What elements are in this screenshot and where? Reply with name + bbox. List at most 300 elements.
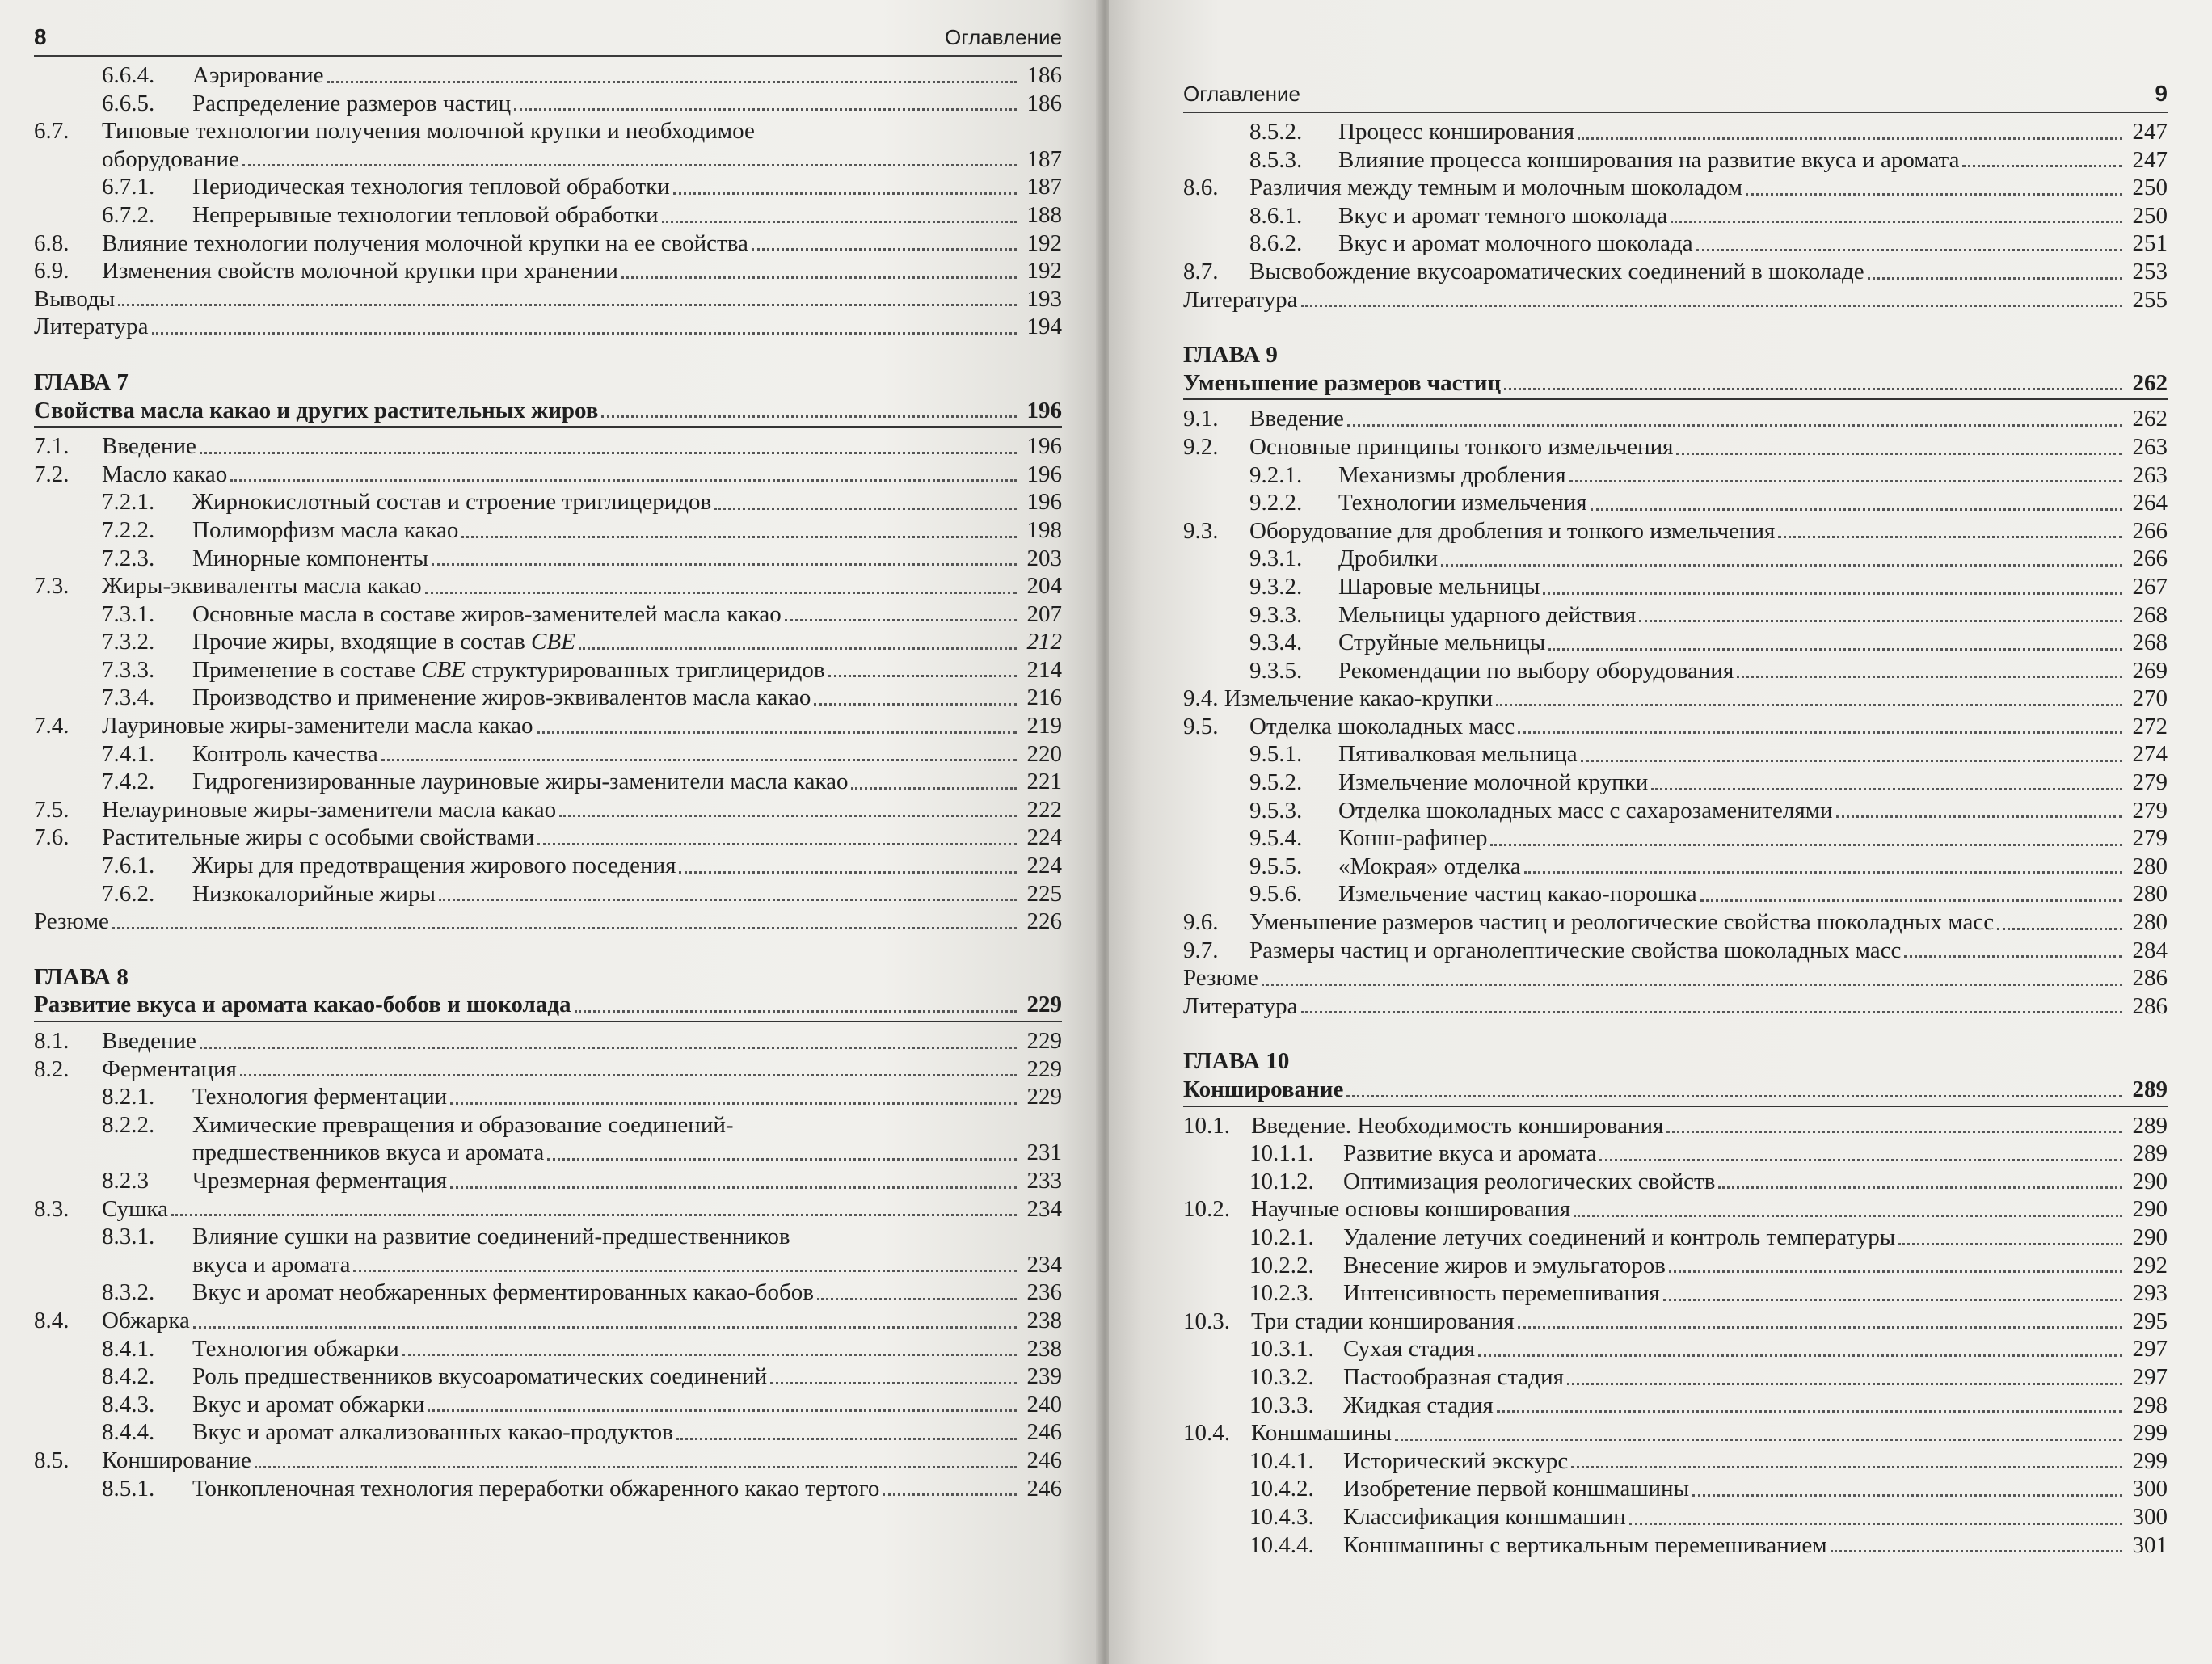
dot-leader [461, 536, 1017, 538]
toc-entry [34, 908, 1062, 936]
left-page-header [34, 24, 1062, 57]
toc-page-number: 194 [1026, 314, 1062, 340]
toc-section-number: 8.4.3. [102, 1391, 155, 1418]
dot-leader [1962, 165, 2122, 167]
toc-section-number: 9.3.1. [1249, 546, 1303, 572]
dot-leader [1651, 788, 2122, 790]
toc-entry-title: Конширование [102, 1447, 251, 1473]
dot-leader [537, 731, 1017, 734]
left-header-title: Оглавление [945, 25, 1062, 49]
toc-entry [1183, 1112, 2168, 1140]
toc-entry [34, 600, 1062, 629]
toc-entry-title: Масло какао [102, 461, 228, 487]
toc-page-number: 299 [2132, 1420, 2168, 1447]
dot-leader [579, 647, 1017, 650]
dot-leader [817, 1298, 1017, 1300]
toc-section-number: 8.1. [34, 1028, 70, 1054]
chapter-label: ГЛАВА 9 [1183, 342, 1278, 369]
toc-entry [34, 628, 1062, 656]
toc-entry [34, 1391, 1062, 1419]
toc-section-number: 9.7. [1183, 937, 1219, 963]
toc-page-number: 263 [2132, 461, 2168, 488]
dot-leader [1778, 536, 2122, 538]
dot-leader [1301, 305, 2122, 307]
toc-entry [34, 1083, 1062, 1111]
toc-entry-title: Литература [34, 314, 149, 340]
toc-entry-title: Влияние сушки на развитие соединений-предшественников [192, 1224, 790, 1250]
dot-leader [1578, 137, 2122, 140]
toc-section-number: 7.3.1. [102, 600, 155, 627]
dot-leader [432, 563, 1017, 566]
toc-section-number: 8.5. [34, 1447, 70, 1473]
toc-page-number: 216 [1026, 685, 1062, 711]
toc-entry [1183, 1475, 2168, 1503]
toc-section-number: 9.3.2. [1249, 573, 1303, 600]
toc-entry-title: Распределение размеров частиц [192, 90, 512, 116]
toc-entry [34, 461, 1062, 489]
toc-entry [1183, 1503, 2168, 1531]
toc-page-number: 186 [1026, 90, 1062, 116]
toc-page-number: 247 [2132, 119, 2168, 145]
toc-entry [1183, 601, 2168, 630]
dot-leader [883, 1493, 1017, 1496]
toc-entry-title: Полиморфизм масла какао [192, 516, 459, 543]
dot-leader [1490, 844, 2122, 846]
toc-section-number: 7.2.1. [102, 489, 155, 516]
toc-entry-title: Отделка шоколадных масс с сахарозаменителями [1338, 797, 1833, 824]
toc-entry-title: Чрезмерная ферментация [192, 1167, 448, 1194]
dot-leader [240, 1074, 1017, 1076]
dot-leader [1836, 815, 2122, 818]
toc-section-number: 8.5.2. [1249, 119, 1303, 145]
toc-entry [1183, 769, 2168, 797]
toc-page-number: 196 [1026, 461, 1062, 487]
dot-leader [514, 108, 1017, 111]
toc-entry-title: Вкус и аромат обжарки [192, 1391, 425, 1418]
toc-entry-continuation [34, 145, 1062, 174]
dot-leader [1868, 277, 2122, 280]
toc-entry [34, 61, 1062, 90]
toc-page-number: 264 [2132, 490, 2168, 516]
toc-entry [1183, 405, 2168, 433]
dot-leader [676, 1438, 1017, 1440]
toc-entry [1183, 657, 2168, 685]
chapter-title: Свойства масла какао и других растительных жиров [34, 397, 599, 423]
toc-page-number: 279 [2132, 825, 2168, 852]
toc-entry-title: Внесение жиров и эмульгаторов [1343, 1252, 1666, 1279]
toc-page-number: 229 [1026, 1055, 1062, 1082]
toc-entry [1183, 1419, 2168, 1447]
toc-entry [34, 1055, 1062, 1084]
toc-page-number: 196 [1026, 397, 1062, 423]
toc-page-number: 236 [1026, 1279, 1062, 1306]
dot-leader [327, 81, 1017, 83]
toc-entry-title: Сухая стадия [1343, 1336, 1476, 1363]
toc-page-number: 301 [2132, 1531, 2168, 1558]
toc-section-number: 8.7. [1183, 258, 1219, 284]
toc-entry-title: Изменения свойств молочной крупки при хранении [102, 258, 618, 284]
toc-page-number: 300 [2132, 1476, 2168, 1502]
toc-page-number: 289 [2132, 1076, 2168, 1102]
toc-entry [34, 656, 1062, 685]
toc-entry-title: Пастообразная стадия [1343, 1363, 1564, 1390]
dot-leader [450, 1102, 1017, 1105]
toc-entry [1183, 517, 2168, 546]
toc-page-number: 225 [1026, 880, 1062, 907]
dot-leader [1496, 704, 2122, 706]
toc-entry [34, 796, 1062, 824]
toc-entry [34, 880, 1062, 908]
toc-entry [34, 90, 1062, 118]
toc-entry-title: Типовые технологии получения молочной крупки и необходимое [102, 118, 755, 145]
toc-entry-title: Жирнокислотный состав и строение триглицеридов [192, 489, 712, 516]
dot-leader [171, 1214, 1017, 1216]
toc-entry [34, 1027, 1062, 1055]
toc-page-number: 279 [2132, 797, 2168, 824]
toc-section-number: 9.1. [1183, 406, 1219, 432]
toc-section-number: 10.3.3. [1249, 1392, 1314, 1418]
dot-leader [200, 1047, 1017, 1049]
dot-leader [601, 415, 1017, 418]
toc-section-number: 8.5.1. [102, 1475, 155, 1502]
toc-entry-continuation-text: вкуса и аромата [192, 1251, 351, 1278]
toc-entry [1183, 1252, 2168, 1280]
toc-entry [34, 852, 1062, 880]
toc-section-number: 6.7.1. [102, 174, 155, 200]
dot-leader [193, 1326, 1017, 1329]
dot-leader [1497, 1410, 2122, 1413]
toc-section-number: 7.4.1. [102, 740, 155, 767]
dot-leader [1898, 1243, 2122, 1245]
toc-section-number: 10.4.1. [1249, 1447, 1314, 1474]
toc-page-number: 290 [2132, 1224, 2168, 1250]
toc-entry [1183, 230, 2168, 258]
chapter-title-row [1183, 369, 2168, 401]
dot-leader [1569, 480, 2122, 482]
toc-section-number: 8.6.1. [1249, 202, 1303, 229]
toc-entry-title: Размеры частиц и органолептические свойства шоколадных масс [1249, 937, 1902, 963]
toc-entry [1183, 824, 2168, 853]
dot-leader [428, 1409, 1017, 1412]
toc-page-number: 226 [1026, 908, 1062, 935]
toc-page-number: 186 [1026, 62, 1062, 88]
toc-entry-title: Классификация коншмашин [1343, 1503, 1626, 1530]
dot-leader [1543, 592, 2122, 595]
toc-section-number: 9.2.2. [1249, 490, 1303, 516]
dot-leader [1639, 620, 2122, 622]
toc-section-number: 7.6.2. [102, 880, 155, 907]
toc-entry [34, 285, 1062, 314]
toc-section-number: 10.2.1. [1249, 1224, 1314, 1250]
dot-leader [1669, 1270, 2122, 1273]
toc-section-number: 7.3.3. [102, 656, 155, 683]
toc-entry-title: Измельчение молочной крупки [1338, 769, 1649, 796]
toc-section-number: 9.3.5. [1249, 657, 1303, 684]
toc-entry [1183, 461, 2168, 490]
toc-entry-title: Влияние процесса конширования на развитие вкуса и аромата [1338, 146, 1960, 173]
toc-entry-title: Исторический экскурс [1343, 1447, 1569, 1474]
toc-section-number: 8.4.2. [102, 1363, 155, 1390]
toc-page-number: 187 [1026, 174, 1062, 200]
toc-section-number: 9.2. [1183, 433, 1219, 460]
toc-entry [1183, 1308, 2168, 1336]
toc-entry-title: Ферментация [102, 1055, 237, 1082]
toc-entry [34, 1447, 1062, 1475]
toc-entry-title: Минорные компоненты [192, 545, 428, 571]
toc-page-number: 289 [2132, 1112, 2168, 1139]
toc-section-number: 10.1.1. [1249, 1140, 1314, 1167]
toc-entry-title: Научные основы конширования [1251, 1196, 1571, 1223]
toc-entry [34, 230, 1062, 258]
dot-leader [1574, 1215, 2122, 1217]
toc-section-number: 10.4.2. [1249, 1476, 1314, 1502]
toc-section-number: 10.3. [1183, 1308, 1230, 1334]
toc-entry [34, 684, 1062, 712]
toc-page-number: 238 [1026, 1307, 1062, 1333]
toc-entry-title: Струйные мельницы [1338, 630, 1546, 656]
toc-page-number: 290 [2132, 1196, 2168, 1223]
toc-page-number: 280 [2132, 853, 2168, 879]
toc-entry-title: Основные масла в составе жиров-заменителей масла какао [192, 600, 782, 627]
toc-entry [34, 1418, 1062, 1447]
chapter-label: ГЛАВА 7 [34, 369, 129, 395]
toc-entry-title: Механизмы дробления [1338, 461, 1566, 488]
toc-page-number: 203 [1026, 545, 1062, 571]
dot-leader [1395, 1439, 2122, 1441]
right-page [1109, 0, 2212, 1664]
toc-entry-title: Развитие вкуса и аромата [1343, 1140, 1597, 1167]
toc-entry [1183, 713, 2168, 741]
toc-entry [1183, 1168, 2168, 1196]
toc-page-number: 204 [1026, 573, 1062, 600]
toc-section-number: 10.4.3. [1249, 1503, 1314, 1530]
toc-entry-title: Три стадии конширования [1251, 1308, 1515, 1334]
toc-section-number: 10.1.2. [1249, 1168, 1314, 1194]
toc-page-number: 290 [2132, 1168, 2168, 1194]
toc-section-number: 9.5. [1183, 713, 1219, 739]
toc-section-number: 7.2. [34, 461, 70, 487]
toc-page-number: 219 [1026, 713, 1062, 739]
toc-entry [1183, 1335, 2168, 1363]
toc-entry-title: Введение [102, 433, 196, 460]
dot-leader [1571, 1466, 2122, 1468]
toc-page-number: 234 [1026, 1251, 1062, 1278]
toc-entry [34, 740, 1062, 769]
toc-section-number: 8.3.2. [102, 1279, 155, 1306]
toc-entry [1183, 1140, 2168, 1168]
toc-entry [1183, 174, 2168, 202]
toc-entry [34, 488, 1062, 516]
toc-section-number: 7.6.1. [102, 853, 155, 879]
toc-entry [1183, 1279, 2168, 1308]
dot-leader [1671, 221, 2122, 223]
dot-leader [1746, 193, 2122, 196]
dot-leader [1581, 760, 2122, 762]
dot-leader [1692, 1494, 2122, 1497]
toc-entry [34, 1307, 1062, 1335]
dot-leader [1518, 731, 2122, 734]
dot-leader [662, 221, 1017, 223]
dot-leader [425, 592, 1017, 594]
toc-entry [1183, 286, 2168, 314]
dot-leader [152, 332, 1017, 335]
toc-entry-title: Конш-рафинер [1338, 825, 1488, 852]
dot-leader [439, 899, 1017, 901]
right-page-header [1183, 81, 2168, 113]
toc-page-number: 220 [1026, 740, 1062, 767]
chapter-title: Уменьшение размеров частиц [1183, 369, 1502, 396]
dot-leader [547, 1158, 1017, 1161]
toc-page-number: 231 [1026, 1140, 1062, 1166]
toc-section-number: 8.2. [34, 1055, 70, 1082]
toc-page-number: 286 [2132, 965, 2168, 992]
toc-section-number: 8.3. [34, 1195, 70, 1222]
toc-page-number: 251 [2132, 230, 2168, 257]
toc-entry-title: Уменьшение размеров частиц и реологические свойства шоколадных масс [1249, 909, 1995, 936]
toc-entry [34, 1279, 1062, 1307]
toc-section-number: 9.5.1. [1249, 741, 1303, 768]
toc-entry-title: Измельчение частиц какао-порошка [1338, 881, 1697, 908]
dot-leader [200, 452, 1017, 454]
toc-entry-title: Основные принципы тонкого измельчения [1249, 433, 1674, 460]
toc-entry [1183, 573, 2168, 601]
toc-entry [1183, 685, 2168, 713]
toc-page-number: 286 [2132, 992, 2168, 1019]
toc-entry-title: Роль предшественников вкусоароматических соединений [192, 1363, 768, 1390]
dot-leader [673, 192, 1017, 195]
toc-section-number: 9.3.3. [1249, 601, 1303, 628]
toc-page-number: 240 [1026, 1391, 1062, 1418]
toc-entry-title: Технологии измельчения [1338, 490, 1587, 516]
toc-section-number: 7.2.2. [102, 516, 155, 543]
dot-leader [1666, 1131, 2122, 1133]
toc-entry-title: Вкус и аромат темного шоколада [1338, 202, 1668, 229]
toc-page-number: 246 [1026, 1475, 1062, 1502]
toc-section-number: 7.5. [34, 796, 70, 823]
dot-leader [785, 619, 1017, 621]
toc-page-number: 269 [2132, 657, 2168, 684]
toc-entry [1183, 908, 2168, 937]
toc-section-number: 9.2.1. [1249, 461, 1303, 488]
toc-section-number: 8.5.3. [1249, 146, 1303, 173]
toc-page-number: 212 [1026, 629, 1062, 655]
toc-entry-title: Дробилки [1338, 546, 1439, 572]
toc-entry-title: Различия между темным и молочным шоколадом [1249, 175, 1743, 201]
chapter-title-row [34, 397, 1062, 428]
dot-leader [1346, 1095, 2122, 1097]
toc-section-number: 10.2. [1183, 1196, 1230, 1223]
toc-page-number: 263 [2132, 433, 2168, 460]
toc-entry [1183, 146, 2168, 175]
toc-entry-title: Прочие жиры, входящие в состав CBE [192, 629, 575, 655]
toc-section-number: 8.2.2. [102, 1111, 155, 1138]
dot-leader [230, 479, 1017, 482]
toc-section-number: 10.3.1. [1249, 1336, 1314, 1363]
toc-entry-title: Производство и применение жиров-эквивалентов масла какао [192, 685, 811, 711]
toc-page-number: 193 [1026, 285, 1062, 312]
toc-section-number: 9.3. [1183, 517, 1219, 544]
dot-leader [255, 1466, 1017, 1468]
toc-entry-title: Химические превращения и образование соединений- [192, 1111, 734, 1138]
toc-page-number: 289 [2132, 1140, 2168, 1167]
toc-entry [1183, 1392, 2168, 1420]
dot-leader [752, 248, 1017, 251]
toc-entry-title: Сушка [102, 1195, 168, 1222]
toc-entry-title: Введение [1249, 406, 1344, 432]
toc-entry-title: Оборудование для дробления и тонкого измельчения [1249, 517, 1776, 544]
toc-entry-title: Растительные жиры с особыми свойствами [102, 824, 535, 851]
dot-leader [112, 927, 1017, 929]
toc-page-number: 268 [2132, 601, 2168, 628]
dot-leader [828, 675, 1017, 677]
dot-leader [1700, 899, 2122, 902]
right-header-title: Оглавление [1183, 82, 1300, 106]
toc-page-number: 255 [2132, 286, 2168, 313]
toc-page-number: 262 [2132, 406, 2168, 432]
toc-entry-title: Периодическая технология тепловой обработки [192, 174, 670, 200]
toc-page-number: 192 [1026, 258, 1062, 284]
toc-section-number: 9.6. [1183, 909, 1219, 936]
toc-entry-title: Низкокалорийные жиры [192, 880, 436, 907]
toc-entry-title: Резюме [1183, 965, 1258, 992]
dot-leader [1737, 676, 2122, 678]
toc-page-number: 239 [1026, 1363, 1062, 1390]
left-page-number: 8 [34, 24, 47, 49]
toc-page-number: 246 [1026, 1447, 1062, 1473]
toc-entry-title: Нелауриновые жиры-заменители масла какао [102, 796, 557, 823]
dot-leader [575, 1010, 1018, 1013]
toc-section-number: 7.1. [34, 433, 70, 460]
toc-section-number: 10.3.2. [1249, 1363, 1314, 1390]
toc-page-number: 272 [2132, 713, 2168, 739]
toc-section-number: 6.7.2. [102, 201, 155, 228]
toc-entry-title: Коншмашины [1251, 1420, 1393, 1447]
toc-page-number: 196 [1026, 489, 1062, 516]
toc-entry [34, 1195, 1062, 1224]
left-page [0, 0, 1101, 1664]
toc-entry-title: Рекомендации по выбору оборудования [1338, 657, 1734, 684]
dot-leader [381, 759, 1017, 761]
toc-section-number: 8.3.1. [102, 1224, 155, 1250]
dot-leader [537, 843, 1017, 845]
dot-leader [770, 1382, 1017, 1384]
toc-page-number: 266 [2132, 517, 2168, 544]
toc-entry [1183, 545, 2168, 573]
toc-section-number: 10.4.4. [1249, 1531, 1314, 1558]
toc-page-number: 247 [2132, 146, 2168, 173]
toc-section-number: 8.6. [1183, 175, 1219, 201]
toc-entry [1183, 937, 2168, 965]
toc-entry-title: Применение в составе CBE структурированных триглицеридов [192, 656, 825, 683]
toc-entry [34, 572, 1062, 600]
toc-section-number: 6.6.4. [102, 62, 155, 88]
toc-entry-title: Шаровые мельницы [1338, 573, 1540, 600]
toc-entry [34, 712, 1062, 740]
toc-page-number: 274 [2132, 741, 2168, 768]
toc-page-number: 196 [1026, 433, 1062, 460]
toc-entry-title: Выводы [34, 285, 116, 312]
dot-leader [1599, 1159, 2122, 1161]
toc-page-number: 284 [2132, 937, 2168, 963]
toc-section-number: 7.6. [34, 824, 70, 851]
toc-page-number: 229 [1026, 992, 1062, 1018]
toc-page-number: 234 [1026, 1195, 1062, 1222]
toc-section-number: 9.5.6. [1249, 881, 1303, 908]
toc-entry [34, 516, 1062, 545]
toc-section-number: 6.8. [34, 230, 70, 256]
toc-entry [1183, 118, 2168, 146]
toc-entry [34, 824, 1062, 852]
